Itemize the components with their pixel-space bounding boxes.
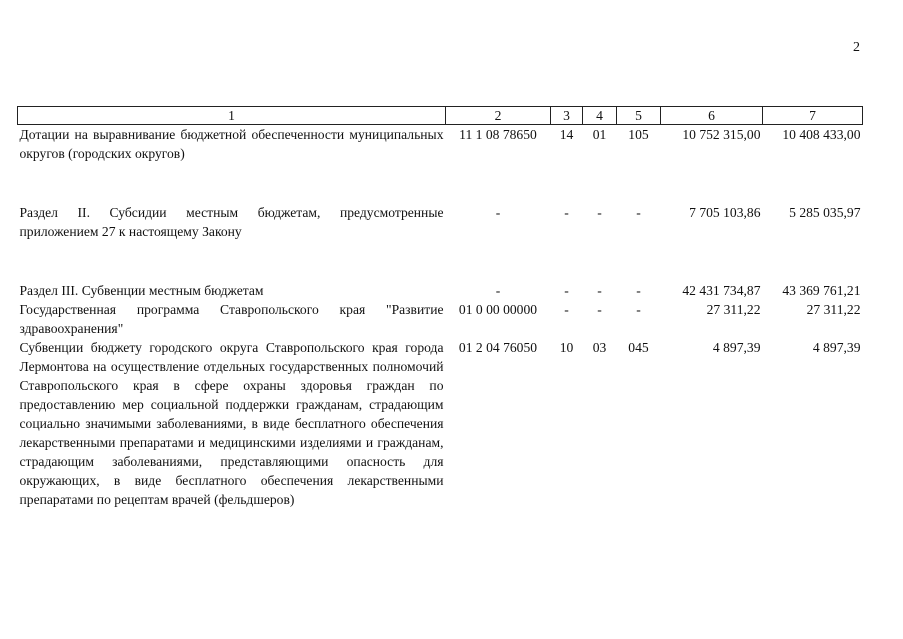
- row-spacer: [18, 241, 863, 281]
- row-col-4: 03: [592, 340, 607, 355]
- row-value-6: 27 311,22: [706, 302, 761, 317]
- row-name: Субвенции бюджету городского округа Ставропольского края города Лермонтова на осуществление отдельных государственных полномочий Ставропольского края в сфере охраны здоровья граждан по предоставлению мер социальной поддержки гражданам, страдающим социально значимыми заболеваниями, в виде бесплатного обеспечения лекарственными препаратами и медицинскими изделиями и гражданам, страдающим заболеваниями, представляющими опасность для окружающих, в виде бесплатного обеспечения лекарственными препаратами по рецептам врачей (фельдшеров): [19, 340, 444, 507]
- row-value-7: 10 408 433,00: [782, 127, 861, 142]
- row-name: Государственная программа Ставропольского края "Развитие здравоохранения": [19, 302, 444, 336]
- table-row: [18, 203, 863, 241]
- row-name: Раздел II. Субсидии местным бюджетам, предусмотренные приложением 27 к настоящему Закону: [19, 205, 444, 239]
- row-col-5: -: [636, 205, 641, 220]
- row-col-3: -: [564, 283, 569, 298]
- row-col-4: -: [597, 302, 602, 317]
- table-header-row: [18, 107, 863, 125]
- page-number: 2: [853, 40, 860, 55]
- header-col-6: 6: [661, 107, 763, 125]
- table-row: [18, 281, 863, 300]
- row-code: -: [495, 283, 501, 298]
- header-col-5: 5: [617, 107, 661, 125]
- header-col-3: 3: [551, 107, 583, 125]
- row-col-3: -: [564, 205, 569, 220]
- row-value-6: 42 431 734,87: [682, 283, 761, 298]
- row-value-7: 43 369 761,21: [782, 283, 861, 298]
- table-row: [18, 300, 863, 338]
- row-col-3: 14: [559, 127, 574, 142]
- header-col-7: 7: [763, 107, 863, 125]
- row-col-5: -: [636, 283, 641, 298]
- row-code: -: [495, 205, 501, 220]
- row-code: 11 1 08 78650: [459, 127, 537, 142]
- row-code: 01 2 04 76050: [458, 340, 538, 355]
- row-value-7: 5 285 035,97: [789, 205, 861, 220]
- row-value-6: 10 752 315,00: [682, 127, 761, 142]
- header-col-4: 4: [583, 107, 617, 125]
- table-row: [18, 125, 863, 164]
- row-value-6: 7 705 103,86: [689, 205, 761, 220]
- header-col-2: 2: [446, 107, 551, 125]
- row-col-4: 01: [592, 127, 607, 142]
- row-value-6: 4 897,39: [712, 340, 761, 355]
- row-col-3: -: [564, 302, 569, 317]
- row-col-5: 105: [628, 127, 649, 142]
- row-code: 01 0 00 00000: [458, 302, 538, 317]
- row-col-4: -: [597, 283, 602, 298]
- row-col-4: -: [597, 205, 602, 220]
- row-value-7: 4 897,39: [812, 340, 861, 355]
- table-row: [18, 338, 863, 509]
- budget-table: [17, 106, 863, 509]
- row-col-5: 045: [628, 340, 649, 355]
- row-col-3: 10: [559, 340, 574, 355]
- row-name: Дотации на выравнивание бюджетной обеспеченности муниципальных округов (городских округов): [19, 127, 444, 161]
- row-value-7: 27 311,22: [806, 302, 861, 317]
- row-name: Раздел III. Субвенции местным бюджетам: [19, 283, 264, 298]
- header-col-1: 1: [18, 107, 446, 125]
- row-col-5: -: [636, 302, 641, 317]
- row-spacer: [18, 163, 863, 203]
